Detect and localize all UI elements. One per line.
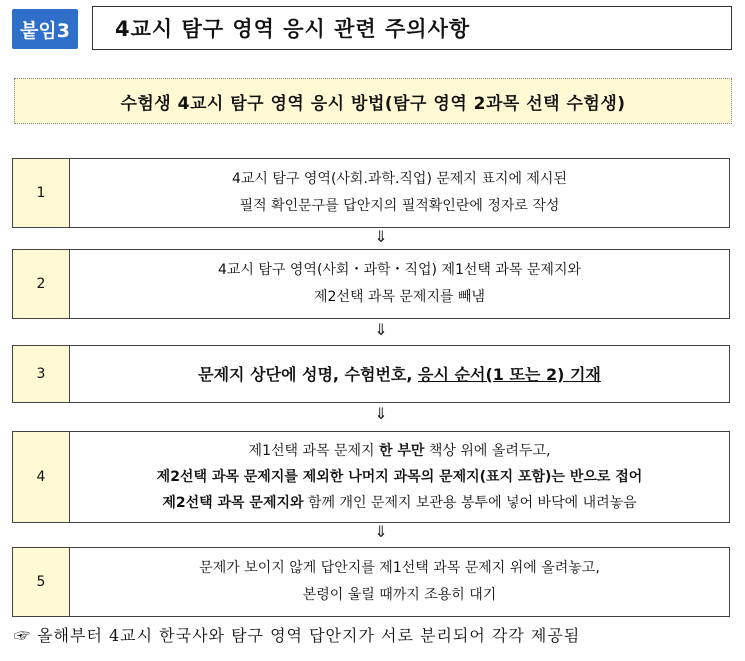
step-line	[198, 361, 601, 388]
step-text	[70, 346, 729, 402]
step-line	[249, 438, 551, 464]
step-number: 1	[13, 159, 70, 227]
step-text	[70, 548, 729, 616]
page-title: 4교시 탐구 영역 응시 관련 주의사항	[92, 6, 732, 50]
step-line: 문제가 보이지 않게 답안지를 제1선택 과목 문제지 위에 올려놓고,	[199, 560, 600, 576]
step-line-part: 함께 개인 문제지 보관용 봉투에 넣어 바닥에 내려놓음	[303, 495, 637, 511]
header	[12, 6, 736, 50]
step-line: 본령이 울릴 때까지 조용히 대기	[302, 587, 497, 603]
step-line-part: 책상 위에 올려두고,	[424, 443, 551, 459]
step-line: 필적 확인문구를 답안지의 필적확인란에 정자로 작성	[239, 198, 560, 214]
step-number: 4	[13, 432, 70, 522]
step-line: 4교시 탐구 영역(사회・과학・직업) 제1선택 과목 문제지와	[218, 262, 581, 278]
step-line-underlined: 응시 순서(1 또는 2) 기재	[418, 364, 601, 384]
step-text	[70, 432, 729, 522]
step-text	[70, 159, 729, 227]
step-1	[12, 158, 730, 228]
step-line: 제2선택 과목 문제지를 제외한 나머지 과목의 문제지(표지 포함)는 반으로 접어	[156, 469, 643, 485]
step-number: 3	[13, 346, 70, 402]
appendix-badge: 붙임3	[12, 9, 78, 49]
step-3	[12, 345, 730, 403]
down-arrow-icon: ⇓	[374, 320, 388, 339]
step-line: 4교시 탐구 영역(사회.과학.직업) 문제지 표지에 제시된	[232, 171, 567, 187]
step-2	[12, 249, 730, 319]
method-heading: 수험생 4교시 탐구 영역 응시 방법(탐구 영역 2과목 선택 수험생)	[14, 78, 732, 124]
down-arrow-icon: ⇓	[374, 404, 388, 423]
step-number: 2	[13, 250, 70, 318]
step-line-part: 문제지 상단에 성명, 수험번호,	[198, 364, 419, 384]
step-line: 제2선택 과목 문제지를 빼냄	[313, 289, 486, 305]
down-arrow-icon: ⇓	[374, 227, 388, 246]
step-number: 5	[13, 548, 70, 616]
footnote: ☞ 올해부터 4교시 한국사와 탐구 영역 답안지가 서로 분리되어 각각 제공됨	[14, 626, 581, 645]
step-text	[70, 250, 729, 318]
down-arrow-icon: ⇓	[374, 522, 388, 541]
step-5	[12, 547, 730, 617]
step-line-bold: 한 부만	[379, 443, 425, 459]
step-line-part: 제1선택 과목 문제지	[248, 443, 379, 459]
step-line-bold: 제2선택 과목 문제지와	[162, 495, 304, 511]
step-4	[12, 431, 730, 523]
step-line	[162, 490, 636, 516]
